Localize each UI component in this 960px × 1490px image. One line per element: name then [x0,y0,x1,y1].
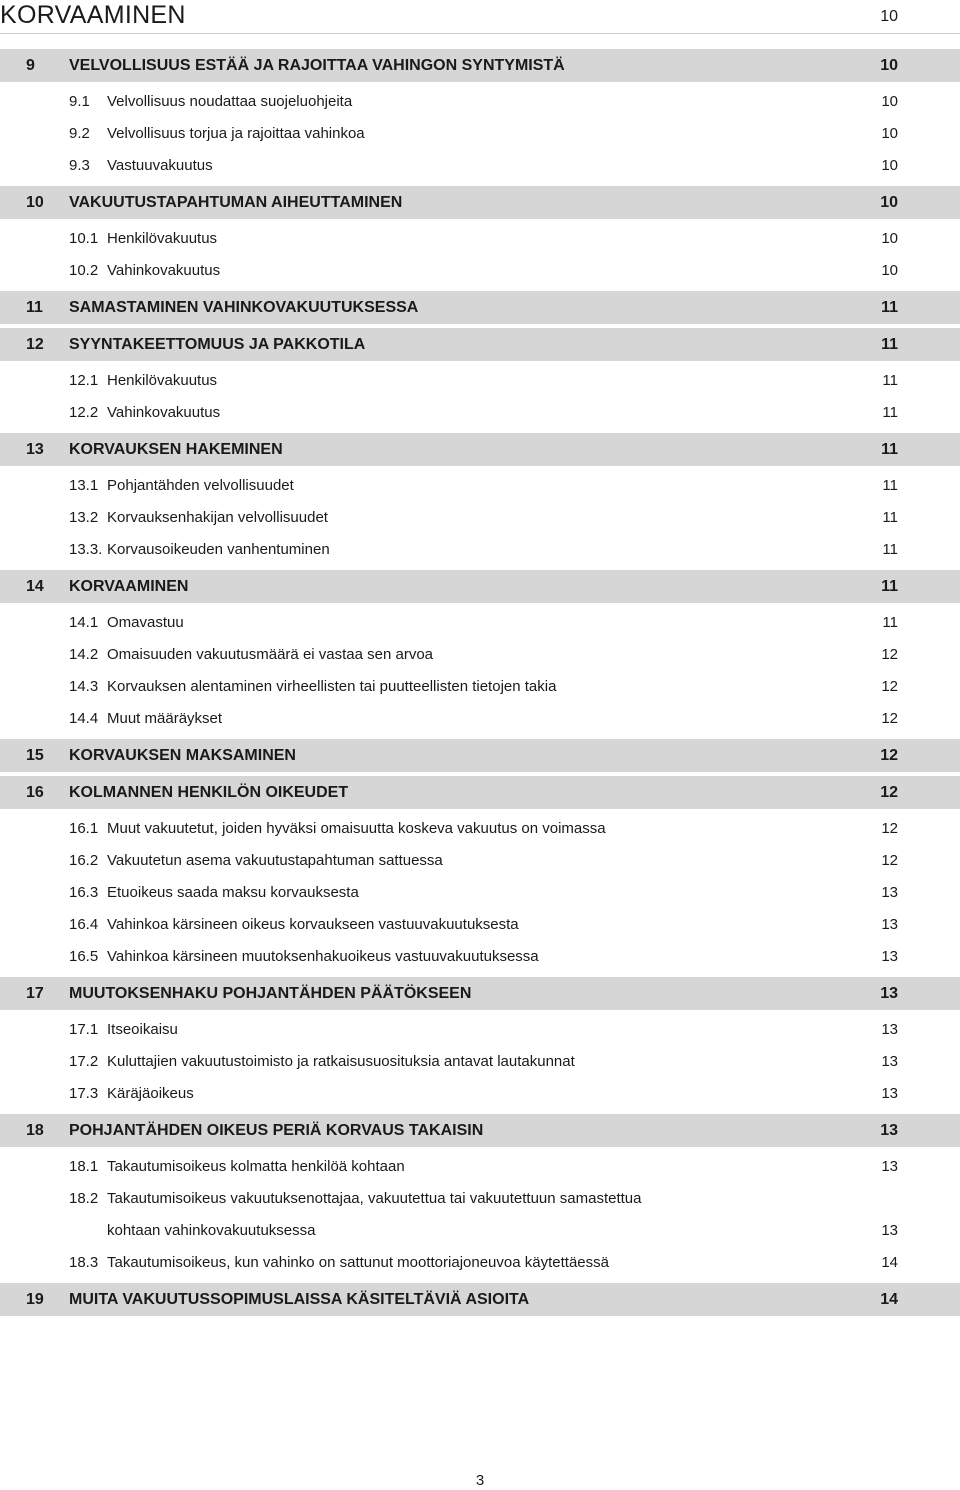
subsection-title: Omaisuuden vakuutusmäärä ei vastaa sen arvoa [107,646,434,663]
toc-subsection-row[interactable] [0,534,960,566]
subsection-page-number: 14 [881,1254,898,1271]
subsection-title: Takautumisoikeus vakuutuksenottajaa, vakuutettua tai vakuutettuun samastettua [107,1190,642,1207]
subsection-title: Pohjantähden velvollisuudet [107,477,294,494]
subsection-title: Etuoikeus saada maksu korvauksesta [107,884,359,901]
subsection-number: 14.1 [69,614,99,631]
subsection-number: 14.3 [69,678,99,695]
toc-subsection-row[interactable] [0,941,960,973]
section-number: 13 [26,441,44,458]
section-number: 14 [26,578,44,595]
subsection-title: Korvauksen alentaminen virheellisten tai puutteellisten tietojen takia [107,678,557,695]
subsection-title: Takautumisoikeus, kun vahinko on sattunut moottoriajoneuvoa käytettäessä [107,1254,609,1271]
subsection-title: Korvausoikeuden vanhentuminen [107,541,330,558]
subsection-number: 13.1 [69,477,99,494]
toc-subsection-row[interactable] [0,671,960,703]
subsection-number: 18.3 [69,1254,99,1271]
section-page-number: 14 [880,1291,898,1308]
subsection-number: 18.2 [69,1190,99,1207]
subsection-title: Omavastuu [107,614,184,631]
subsection-number: 10.1 [69,230,99,247]
section-title: VELVOLLISUUS ESTÄÄ JA RAJOITTAA VAHINGON SYNTYMISTÄ [69,57,565,74]
toc-subsection-row[interactable] [0,1151,960,1183]
section-page-number: 12 [880,747,898,764]
toc-section-row[interactable] [0,433,960,466]
toc-section-row[interactable] [0,1283,960,1316]
subsection-page-number: 11 [882,541,898,558]
subsection-number: 16.2 [69,852,99,869]
toc-subsection-row[interactable] [0,813,960,845]
section-page-number: 11 [881,578,898,595]
toc-section-row[interactable] [0,291,960,324]
toc-section-row[interactable] [0,186,960,219]
subsection-page-number: 13 [881,948,898,965]
toc-subsection-row[interactable] [0,1247,960,1279]
subsection-number: 18.1 [69,1158,99,1175]
section-number: 12 [26,336,44,353]
subsection-page-number: 13 [881,1053,898,1070]
subsection-number: 12.1 [69,372,99,389]
section-title: KORVAAMINEN [69,578,189,595]
subsection-number: 9.2 [69,125,90,142]
toc-subsection-row[interactable] [0,223,960,255]
toc-subsection-row[interactable] [0,607,960,639]
toc-subsection-row[interactable] [0,639,960,671]
subsection-page-number: 11 [882,404,898,421]
toc-subsection-row[interactable] [0,909,960,941]
subsection-page-number: 12 [881,852,898,869]
toc-subsection-row[interactable] [0,365,960,397]
subsection-title: Itseoikaisu [107,1021,178,1038]
section-title: MUUTOKSENHAKU POHJANTÄHDEN PÄÄTÖKSEEN [69,985,472,1002]
subsection-title: Velvollisuus noudattaa suojeluohjeita [107,93,353,110]
section-title: SAMASTAMINEN VAHINKOVAKUUTUKSESSA [69,299,419,316]
toc-section-row[interactable] [0,328,960,361]
subsection-number: 9.3 [69,157,90,174]
subsection-page-number: 12 [881,678,898,695]
page-header [0,0,960,34]
subsection-title: Vahinkovakuutus [107,262,221,279]
footer-page-number: 3 [475,1472,485,1489]
subsection-title: Takautumisoikeus kolmatta henkilöä kohtaan [107,1158,405,1175]
subsection-page-number: 10 [881,125,898,142]
subsection-page-number: 13 [881,1085,898,1102]
subsection-number: 14.2 [69,646,99,663]
subsection-title: Korvauksenhakijan velvollisuudet [107,509,328,526]
toc-section-row[interactable] [0,49,960,82]
subsection-page-number: 12 [881,646,898,663]
subsection-number: 17.2 [69,1053,99,1070]
toc-subsection-row[interactable] [0,845,960,877]
subsection-title: Henkilövakuutus [107,230,218,247]
toc-subsection-row[interactable] [0,397,960,429]
subsection-title: Vastuuvakuutus [107,157,213,174]
section-page-number: 10 [880,57,898,74]
section-number: 11 [26,299,43,316]
subsection-number: 9.1 [69,93,90,110]
toc-section-row[interactable] [0,739,960,772]
section-number: 18 [26,1122,44,1139]
section-page-number: 10 [880,194,898,211]
section-number: 17 [26,985,44,1002]
subsection-page-number: 12 [881,710,898,727]
section-page-number: 13 [880,985,898,1002]
page-title: KORVAAMINEN [0,1,186,29]
section-page-number: 12 [880,784,898,801]
toc-subsection-row[interactable] [0,1046,960,1078]
subsection-page-number: 12 [881,820,898,837]
subsection-number: 16.4 [69,916,99,933]
subsection-page-number: 10 [881,262,898,279]
section-number: 9 [26,57,35,74]
toc-subsection-row[interactable] [0,150,960,182]
toc-subsection-row[interactable] [0,502,960,534]
subsection-number: 10.2 [69,262,99,279]
section-title: MUITA VAKUUTUSSOPIMUSLAISSA KÄSITELTÄVIÄ ASIOITA [69,1291,530,1308]
subsection-number: 17.3 [69,1085,99,1102]
subsection-page-number: 10 [881,157,898,174]
subsection-title: Vakuutetun asema vakuutustapahtuman sattuessa [107,852,443,869]
subsection-page-number: 13 [881,916,898,933]
subsection-number: 13.3. [69,541,103,558]
toc-subsection-row[interactable] [0,1183,960,1247]
subsection-title: Vahinkovakuutus [107,404,221,421]
subsection-number: 13.2 [69,509,99,526]
section-number: 16 [26,784,44,801]
subsection-page-number: 10 [881,230,898,247]
toc-subsection-row[interactable] [0,703,960,735]
subsection-number: 17.1 [69,1021,99,1038]
toc-section-row[interactable] [0,776,960,809]
subsection-title: Velvollisuus torjua ja rajoittaa vahinkoa [107,125,365,142]
toc-subsection-row[interactable] [0,86,960,118]
subsection-title-continued: kohtaan vahinkovakuutuksessa [107,1222,316,1239]
subsection-page-number: 13 [881,1222,898,1239]
subsection-title: Henkilövakuutus [107,372,218,389]
subsection-number: 14.4 [69,710,99,727]
section-title: POHJANTÄHDEN OIKEUS PERIÄ KORVAUS TAKAISIN [69,1122,484,1139]
toc-section-row[interactable] [0,1114,960,1147]
toc-subsection-row[interactable] [0,1014,960,1046]
section-page-number: 13 [880,1122,898,1139]
toc-subsection-row[interactable] [0,470,960,502]
section-number: 15 [26,747,44,764]
toc-section-row[interactable] [0,570,960,603]
section-number: 19 [26,1291,44,1308]
subsection-title: Muut vakuutetut, joiden hyväksi omaisuutta koskeva vakuutus on voimassa [107,820,606,837]
toc-subsection-row[interactable] [0,255,960,287]
subsection-number: 16.5 [69,948,99,965]
section-page-number: 11 [881,336,898,353]
subsection-page-number: 13 [881,1158,898,1175]
subsection-title: Vahinkoa kärsineen oikeus korvaukseen vastuuvakuutuksesta [107,916,519,933]
subsection-page-number: 10 [881,93,898,110]
subsection-page-number: 11 [882,477,898,494]
subsection-page-number: 11 [882,614,898,631]
subsection-title: Vahinkoa kärsineen muutoksenhakuoikeus vastuuvakuutuksessa [107,948,539,965]
section-number: 10 [26,194,44,211]
subsection-page-number: 13 [881,884,898,901]
section-title: KORVAUKSEN MAKSAMINEN [69,747,296,764]
section-title: KOLMANNEN HENKILÖN OIKEUDET [69,784,349,801]
subsection-title: Käräjäoikeus [107,1085,194,1102]
subsection-page-number: 11 [882,372,898,389]
subsection-title: Kuluttajien vakuutustoimisto ja ratkaisusuosituksia antavat lautakunnat [107,1053,575,1070]
section-title: VAKUUTUSTAPAHTUMAN AIHEUTTAMINEN [69,194,403,211]
toc-subsection-row[interactable] [0,877,960,909]
subsection-number: 16.3 [69,884,99,901]
toc-section-row[interactable] [0,977,960,1010]
subsection-title: Muut määräykset [107,710,223,727]
section-page-number: 11 [881,441,898,458]
subsection-number: 12.2 [69,404,99,421]
subsection-page-number: 11 [882,509,898,526]
section-title: KORVAUKSEN HAKEMINEN [69,441,283,458]
table-of-contents [0,45,960,1320]
section-title: SYYNTAKEETTOMUUS JA PAKKOTILA [69,336,366,353]
header-page-number: 10 [880,8,898,25]
toc-subsection-row[interactable] [0,1078,960,1110]
subsection-number: 16.1 [69,820,99,837]
section-page-number: 11 [881,299,898,316]
toc-subsection-row[interactable] [0,118,960,150]
subsection-page-number: 13 [881,1021,898,1038]
